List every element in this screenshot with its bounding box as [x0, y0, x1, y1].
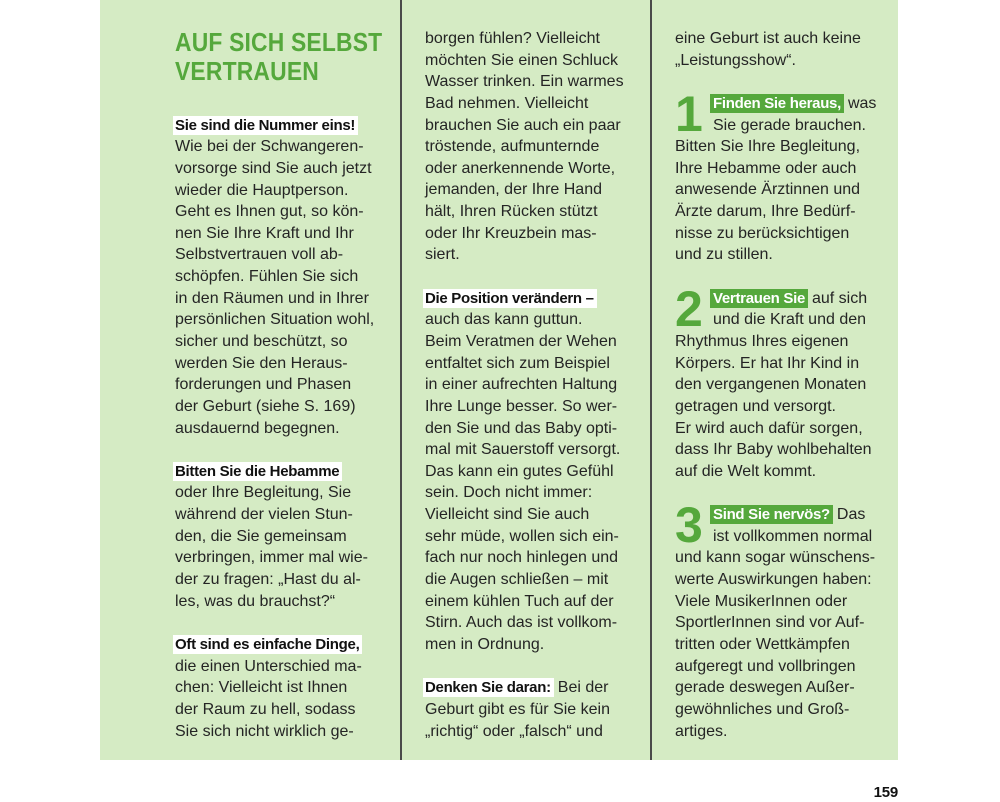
lead-line	[175, 634, 380, 656]
text-line: vorsorge sind Sie auch jetzt	[175, 159, 372, 177]
text-line: Sie gerade brauchen.	[713, 116, 866, 134]
text-line: während der vielen Stun-	[175, 506, 353, 524]
paragraph	[175, 461, 380, 612]
text-line: chen: Vielleicht ist Ihnen	[175, 679, 348, 697]
tip-heading-highlight: Sind Sie nervös?	[710, 505, 833, 524]
text-line: Körpers. Er hat Ihr Kind in	[675, 354, 860, 372]
paragraph-continued	[425, 28, 630, 266]
text-line: sein. Doch nicht immer:	[425, 484, 593, 502]
text-line: mal mit Sauerstoff versorgt.	[425, 441, 621, 459]
text-line: Bad nehmen. Vielleicht	[425, 94, 589, 112]
tip-number: 3	[675, 497, 703, 554]
text-line: ausdauernd begegnen.	[175, 419, 340, 437]
text-line: entfaltet sich zum Beispiel	[425, 354, 610, 372]
text-line: werden Sie den Heraus-	[175, 354, 348, 372]
text-line: und kann sogar wünschens-	[675, 549, 876, 567]
column-2	[425, 28, 630, 764]
text-line: in einer aufrechten Haltung	[425, 376, 618, 394]
text-line: nisse zu berücksichtigen	[675, 224, 850, 242]
text-line: Stirn. Auch das ist vollkom-	[425, 614, 618, 632]
text-line: Wasser trinken. Ein warmes	[425, 73, 624, 91]
paragraph-lead-highlight: Bitten Sie die Hebamme	[173, 462, 342, 481]
numbered-tip	[675, 280, 880, 483]
text-line: möchten Sie einen Schluck	[425, 51, 618, 69]
lead-line	[175, 461, 380, 483]
lead-rest-text: Das	[836, 506, 866, 524]
text-line: forderungen und Phasen	[175, 376, 352, 394]
text-line: der zu fragen: „Hast du al-	[175, 571, 361, 589]
text-line: „Leistungsshow“.	[675, 51, 796, 69]
lead-line	[175, 115, 380, 137]
text-line: sicher und beschützt, so	[175, 333, 348, 350]
page-number: 159	[873, 784, 898, 801]
text-line: Geburt gibt es für Sie kein	[425, 700, 610, 718]
lead-line	[675, 93, 880, 115]
text-line: der Geburt (siehe S. 169)	[175, 397, 356, 415]
lead-line	[425, 677, 630, 699]
column-divider	[650, 0, 652, 760]
tip-heading-highlight: Vertrauen Sie	[710, 289, 808, 308]
text-line: siert.	[425, 246, 460, 264]
paragraph-lead-highlight: Denken Sie daran:	[423, 678, 554, 697]
text-line: jemanden, der Ihre Hand	[425, 181, 602, 199]
text-line: und die Kraft und den	[713, 311, 867, 329]
tip-heading-highlight: Finden Sie heraus,	[710, 94, 844, 113]
text-line: borgen fühlen? Vielleicht	[425, 30, 600, 47]
text-line: die einen Unterschied ma-	[175, 657, 362, 675]
text-line: Ihre Hebamme oder auch	[675, 159, 857, 177]
text-line: den vergangenen Monaten	[675, 376, 867, 394]
column-1	[175, 27, 383, 764]
text-line: dass Ihr Baby wohlbehalten	[675, 441, 872, 459]
text-line: Ärzte darum, Ihre Bedürf-	[675, 203, 856, 221]
paragraph	[425, 288, 630, 656]
text-line: Viele MusikerInnen oder	[675, 592, 848, 610]
paragraph-lead-highlight: Die Position verändern –	[423, 289, 597, 308]
numbered-tip	[675, 85, 880, 266]
text-line: oder Ihre Begleitung, Sie	[175, 484, 352, 502]
title-line: VERTRAUEN	[175, 56, 319, 86]
tip-number: 1	[675, 85, 703, 142]
text-line: der Raum zu hell, sodass	[175, 700, 356, 718]
text-line: les, was du brauchst?“	[175, 592, 336, 610]
text-line: hält, Ihren Rücken stützt	[425, 203, 598, 221]
text-line: den Sie und das Baby opti-	[425, 419, 618, 437]
text-line: aufgeregt und vollbringen	[675, 657, 856, 675]
text-line: nen Sie Ihre Kraft und Ihr	[175, 224, 354, 242]
text-line: Das kann ein gutes Gefühl	[425, 462, 614, 480]
text-line: Selbstvertrauen voll ab-	[175, 246, 344, 264]
text-line: verbringen, immer mal wie-	[175, 549, 368, 567]
text-line: artiges.	[675, 722, 728, 740]
text-line: Wie bei der Schwangeren-	[175, 138, 364, 156]
text-line: gerade deswegen Außer-	[675, 679, 855, 697]
text-line: Er wird auch dafür sorgen,	[675, 419, 863, 437]
text-line: tritten oder Wettkämpfen	[675, 635, 850, 653]
text-line: auf die Welt kommt.	[675, 462, 817, 480]
lead-line	[675, 504, 880, 526]
text-line: wieder die Hauptperson.	[175, 181, 349, 199]
text-line: schöpfen. Fühlen Sie sich	[175, 268, 359, 286]
text-line: gewöhnliches und Groß-	[675, 700, 850, 718]
text-line: eine Geburt ist auch keine	[675, 30, 861, 47]
text-line: Vielleicht sind Sie auch	[425, 506, 590, 524]
text-line: Sie sich nicht wirklich ge-	[175, 722, 354, 740]
text-line: anwesende Ärztinnen und	[675, 181, 861, 199]
text-line: tröstende, aufmunternde	[425, 138, 600, 156]
paragraph-continued	[675, 28, 880, 71]
text-line: auch das kann guttun.	[425, 311, 583, 329]
paragraph	[175, 634, 380, 742]
text-line: ist vollkommen normal	[713, 527, 873, 545]
lead-rest-text: was	[847, 94, 877, 112]
text-line: oder Ihr Kreuzbein mas-	[425, 224, 597, 242]
paragraph-lead-highlight: Oft sind es einfache Dinge,	[173, 635, 362, 654]
text-line: in den Räumen und in Ihrer	[175, 289, 369, 307]
column-divider	[400, 0, 402, 760]
text-line: die Augen schließen – mit	[425, 571, 609, 589]
column-3	[675, 28, 880, 764]
text-line: oder anerkennende Worte,	[425, 159, 616, 177]
tip-number: 2	[675, 280, 703, 337]
text-line: Beim Veratmen der Wehen	[425, 332, 617, 350]
text-line: einem kühlen Tuch auf der	[425, 592, 614, 610]
text-line: „richtig“ oder „falsch“ und	[425, 722, 603, 740]
text-line: Ihre Lunge besser. So wer-	[425, 397, 618, 415]
text-line: SportlerInnen sind vor Auf-	[675, 614, 865, 632]
text-line: persönlichen Situation wohl,	[175, 311, 375, 329]
text-line: brauchen Sie auch ein paar	[425, 116, 621, 134]
text-line: den, die Sie gemeinsam	[175, 527, 347, 545]
text-line: Rhythmus Ihres eigenen	[675, 332, 849, 350]
text-line: werte Auswirkungen haben:	[675, 571, 872, 589]
lead-rest-text: auf sich	[811, 289, 868, 307]
section-title	[175, 27, 383, 115]
text-line: sehr müde, wollen sich ein-	[425, 527, 619, 545]
text-line: Bitten Sie Ihre Begleitung,	[675, 138, 861, 156]
paragraph-lead-highlight: Sie sind die Nummer eins!	[173, 116, 358, 135]
numbered-tip	[675, 497, 880, 742]
lead-line	[675, 288, 880, 310]
text-line: men in Ordnung.	[425, 635, 545, 653]
title-line: AUF SICH SELBST	[175, 27, 383, 57]
text-line: getragen und versorgt.	[675, 397, 836, 415]
paragraph	[425, 677, 630, 742]
lead-rest-text: Bei der	[557, 679, 609, 697]
paragraph	[175, 115, 380, 440]
text-line: fach nur noch hinlegen und	[425, 549, 619, 567]
text-line: Geht es Ihnen gut, so kön-	[175, 203, 364, 221]
lead-line	[425, 288, 630, 310]
text-line: und zu stillen.	[675, 246, 773, 264]
